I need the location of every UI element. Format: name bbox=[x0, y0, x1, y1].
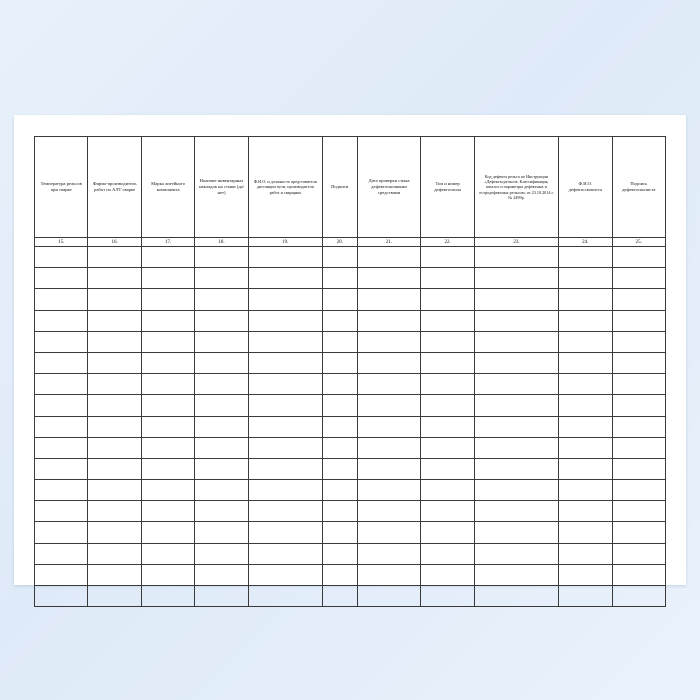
table-cell[interactable] bbox=[88, 564, 141, 585]
table-cell[interactable] bbox=[474, 458, 558, 479]
table-cell[interactable] bbox=[248, 289, 322, 310]
table-cell[interactable] bbox=[195, 437, 248, 458]
table-cell[interactable] bbox=[559, 564, 612, 585]
table-cell[interactable] bbox=[35, 564, 88, 585]
column-number-cell: 24. bbox=[559, 238, 612, 247]
table-cell[interactable] bbox=[559, 331, 612, 352]
table-cell[interactable] bbox=[421, 437, 474, 458]
table-cell[interactable] bbox=[35, 310, 88, 331]
table-cell[interactable] bbox=[421, 374, 474, 395]
column-header-signatures bbox=[322, 137, 357, 238]
table-cell[interactable] bbox=[88, 416, 141, 437]
table-cell[interactable] bbox=[474, 310, 558, 331]
table-cell[interactable] bbox=[322, 268, 357, 289]
table-cell[interactable] bbox=[248, 586, 322, 607]
table-cell[interactable] bbox=[35, 331, 88, 352]
column-header-flaw-detector-type bbox=[421, 137, 474, 238]
table-cell[interactable] bbox=[559, 352, 612, 373]
table-cell[interactable] bbox=[141, 310, 194, 331]
table-cell[interactable] bbox=[141, 564, 194, 585]
table-cell[interactable] bbox=[421, 416, 474, 437]
table-cell[interactable] bbox=[612, 458, 665, 479]
table-row bbox=[35, 543, 666, 564]
table-cell[interactable] bbox=[322, 289, 357, 310]
column-header-label: Код дефекта рельса по Инструкции «Дефекты рельсов. Классификация, каталог и параметры дефектных и остродефектных рельсов» от 23.10.2014 г. № 2499р. bbox=[479, 174, 554, 200]
table-cell[interactable] bbox=[88, 458, 141, 479]
table-cell[interactable] bbox=[357, 331, 421, 352]
column-header-label: Тип и номер дефектоскопа bbox=[434, 181, 461, 192]
table-cell[interactable] bbox=[248, 310, 322, 331]
table-cell[interactable] bbox=[421, 352, 474, 373]
table-cell[interactable] bbox=[322, 374, 357, 395]
table-row bbox=[35, 289, 666, 310]
table-cell[interactable] bbox=[612, 543, 665, 564]
table-cell[interactable] bbox=[357, 395, 421, 416]
table-cell[interactable] bbox=[248, 416, 322, 437]
table-cell[interactable] bbox=[612, 395, 665, 416]
table-cell[interactable] bbox=[248, 331, 322, 352]
table-cell[interactable] bbox=[612, 480, 665, 501]
table-cell[interactable] bbox=[35, 247, 88, 268]
table-row bbox=[35, 458, 666, 479]
table-cell[interactable] bbox=[357, 247, 421, 268]
table-cell[interactable] bbox=[421, 268, 474, 289]
table-cell[interactable] bbox=[141, 480, 194, 501]
table-cell[interactable] bbox=[195, 247, 248, 268]
table-cell[interactable] bbox=[35, 395, 88, 416]
table-cell[interactable] bbox=[357, 352, 421, 373]
table-cell[interactable] bbox=[357, 310, 421, 331]
table-cell[interactable] bbox=[141, 543, 194, 564]
table-cell[interactable] bbox=[248, 543, 322, 564]
table-cell[interactable] bbox=[248, 268, 322, 289]
table-cell[interactable] bbox=[612, 331, 665, 352]
table-cell[interactable] bbox=[88, 247, 141, 268]
table-cell[interactable] bbox=[322, 522, 357, 543]
table-cell[interactable] bbox=[322, 331, 357, 352]
table-cell[interactable] bbox=[612, 522, 665, 543]
table-cell[interactable] bbox=[88, 331, 141, 352]
table-cell[interactable] bbox=[474, 437, 558, 458]
table-cell[interactable] bbox=[357, 416, 421, 437]
table-cell[interactable] bbox=[141, 268, 194, 289]
table-cell[interactable] bbox=[474, 480, 558, 501]
column-number-cell: 21. bbox=[357, 238, 421, 247]
table-cell[interactable] bbox=[35, 352, 88, 373]
table-cell[interactable] bbox=[35, 501, 88, 522]
table-row bbox=[35, 416, 666, 437]
table-column-number-row bbox=[35, 238, 666, 247]
column-header-label: Фирма-производитель работ по АЛТ сварке bbox=[92, 181, 137, 192]
table-cell[interactable] bbox=[195, 310, 248, 331]
table-cell[interactable] bbox=[612, 268, 665, 289]
table-cell[interactable] bbox=[612, 501, 665, 522]
table-cell[interactable] bbox=[88, 268, 141, 289]
column-header-label: Ф.И.О. дефектоскописта bbox=[568, 181, 602, 192]
table-cell[interactable] bbox=[559, 522, 612, 543]
table-cell[interactable] bbox=[612, 289, 665, 310]
column-number-cell: 17. bbox=[141, 238, 194, 247]
column-header-temperature bbox=[35, 137, 88, 238]
table-cell[interactable] bbox=[322, 564, 357, 585]
table-row bbox=[35, 268, 666, 289]
table-cell[interactable] bbox=[421, 543, 474, 564]
table-cell[interactable] bbox=[248, 395, 322, 416]
table-cell[interactable] bbox=[474, 395, 558, 416]
table-cell[interactable] bbox=[88, 543, 141, 564]
table-cell[interactable] bbox=[474, 247, 558, 268]
table-cell[interactable] bbox=[559, 416, 612, 437]
table-cell[interactable] bbox=[612, 564, 665, 585]
table-cell[interactable] bbox=[195, 480, 248, 501]
table-cell[interactable] bbox=[357, 374, 421, 395]
table-cell[interactable] bbox=[88, 522, 141, 543]
table-cell[interactable] bbox=[195, 395, 248, 416]
table-cell[interactable] bbox=[248, 374, 322, 395]
table-row bbox=[35, 374, 666, 395]
table-cell[interactable] bbox=[421, 586, 474, 607]
table-cell[interactable] bbox=[322, 247, 357, 268]
table-cell[interactable] bbox=[559, 437, 612, 458]
table-row bbox=[35, 522, 666, 543]
table-cell[interactable] bbox=[357, 437, 421, 458]
table-cell[interactable] bbox=[322, 352, 357, 373]
table-cell[interactable] bbox=[421, 247, 474, 268]
table-cell[interactable] bbox=[141, 458, 194, 479]
table-cell[interactable] bbox=[88, 310, 141, 331]
table-cell[interactable] bbox=[421, 522, 474, 543]
table-cell[interactable] bbox=[559, 543, 612, 564]
table-cell[interactable] bbox=[35, 522, 88, 543]
table-cell[interactable] bbox=[474, 501, 558, 522]
table-cell[interactable] bbox=[35, 480, 88, 501]
table-cell[interactable] bbox=[474, 289, 558, 310]
column-number-cell: 20. bbox=[322, 238, 357, 247]
table-cell[interactable] bbox=[421, 331, 474, 352]
table-cell[interactable] bbox=[559, 310, 612, 331]
column-number-cell: 25. bbox=[612, 238, 665, 247]
column-number-cell: 22. bbox=[421, 238, 474, 247]
table-cell[interactable] bbox=[88, 586, 141, 607]
column-header-inventory-plates bbox=[195, 137, 248, 238]
table-cell[interactable] bbox=[141, 331, 194, 352]
table-cell[interactable] bbox=[195, 458, 248, 479]
table-cell[interactable] bbox=[474, 586, 558, 607]
table-cell[interactable] bbox=[35, 437, 88, 458]
table-cell[interactable] bbox=[35, 374, 88, 395]
table-cell[interactable] bbox=[141, 352, 194, 373]
column-header-names-positions bbox=[248, 137, 322, 238]
table-cell[interactable] bbox=[357, 289, 421, 310]
table-cell[interactable] bbox=[559, 586, 612, 607]
table-cell[interactable] bbox=[474, 416, 558, 437]
table-cell[interactable] bbox=[421, 564, 474, 585]
table-cell[interactable] bbox=[195, 416, 248, 437]
table-cell[interactable] bbox=[357, 458, 421, 479]
table-cell[interactable] bbox=[421, 289, 474, 310]
column-number-cell: 16. bbox=[88, 238, 141, 247]
column-header-firm bbox=[88, 137, 141, 238]
table-cell[interactable] bbox=[322, 501, 357, 522]
column-number-cell: 18. bbox=[195, 238, 248, 247]
column-header-defect-code bbox=[474, 137, 558, 238]
table-cell[interactable] bbox=[248, 501, 322, 522]
table-row bbox=[35, 437, 666, 458]
table-cell[interactable] bbox=[612, 416, 665, 437]
table-cell[interactable] bbox=[141, 395, 194, 416]
table-cell[interactable] bbox=[612, 437, 665, 458]
table-cell[interactable] bbox=[559, 247, 612, 268]
table-cell[interactable] bbox=[559, 395, 612, 416]
table-cell[interactable] bbox=[612, 374, 665, 395]
table-cell[interactable] bbox=[35, 289, 88, 310]
table-row bbox=[35, 352, 666, 373]
table-cell[interactable] bbox=[195, 501, 248, 522]
table-cell[interactable] bbox=[248, 458, 322, 479]
table-cell[interactable] bbox=[357, 480, 421, 501]
column-header-label: Температура рельсов при сварке bbox=[40, 181, 82, 192]
table-cell[interactable] bbox=[141, 289, 194, 310]
table-row bbox=[35, 586, 666, 607]
table-cell[interactable] bbox=[474, 543, 558, 564]
table-cell[interactable] bbox=[88, 480, 141, 501]
table-cell[interactable] bbox=[559, 458, 612, 479]
table-header-row bbox=[35, 137, 666, 238]
table-cell[interactable] bbox=[195, 374, 248, 395]
register-table bbox=[34, 136, 666, 607]
table-cell[interactable] bbox=[195, 564, 248, 585]
table-cell[interactable] bbox=[322, 310, 357, 331]
document-page bbox=[14, 115, 686, 585]
table-cell[interactable] bbox=[248, 437, 322, 458]
table-cell[interactable] bbox=[357, 564, 421, 585]
table-cell[interactable] bbox=[612, 352, 665, 373]
column-header-label: Марка литейного компонента bbox=[151, 181, 186, 192]
table-cell[interactable] bbox=[195, 522, 248, 543]
table-row bbox=[35, 247, 666, 268]
table-cell[interactable] bbox=[88, 374, 141, 395]
table-cell[interactable] bbox=[322, 543, 357, 564]
table-cell[interactable] bbox=[195, 289, 248, 310]
table-cell[interactable] bbox=[248, 247, 322, 268]
table-cell[interactable] bbox=[612, 310, 665, 331]
table-cell[interactable] bbox=[35, 416, 88, 437]
table-cell[interactable] bbox=[357, 522, 421, 543]
table-cell[interactable] bbox=[35, 268, 88, 289]
table-row bbox=[35, 564, 666, 585]
table-cell[interactable] bbox=[421, 458, 474, 479]
table-cell[interactable] bbox=[195, 268, 248, 289]
column-header-label: Подписи bbox=[331, 184, 349, 190]
table-cell[interactable] bbox=[248, 352, 322, 373]
table-cell[interactable] bbox=[248, 564, 322, 585]
table-cell[interactable] bbox=[322, 395, 357, 416]
column-header-label: Наличие инвентарных накладок на стыки (да/нет) bbox=[199, 178, 244, 195]
table-cell[interactable] bbox=[322, 458, 357, 479]
table-cell[interactable] bbox=[474, 331, 558, 352]
table-cell[interactable] bbox=[88, 395, 141, 416]
table-cell[interactable] bbox=[421, 395, 474, 416]
table-cell[interactable] bbox=[322, 586, 357, 607]
table-row bbox=[35, 501, 666, 522]
table-cell[interactable] bbox=[322, 437, 357, 458]
table-cell[interactable] bbox=[474, 522, 558, 543]
table-cell[interactable] bbox=[195, 586, 248, 607]
table-cell[interactable] bbox=[322, 416, 357, 437]
table-cell[interactable] bbox=[322, 480, 357, 501]
table-cell[interactable] bbox=[559, 268, 612, 289]
column-number-cell: 23. bbox=[474, 238, 558, 247]
table-cell[interactable] bbox=[35, 543, 88, 564]
column-header-label: Подпись дефектоскописта bbox=[622, 181, 656, 192]
table-cell[interactable] bbox=[248, 522, 322, 543]
table-cell[interactable] bbox=[88, 437, 141, 458]
table-row bbox=[35, 310, 666, 331]
column-number-cell: 15. bbox=[35, 238, 88, 247]
table-cell[interactable] bbox=[141, 437, 194, 458]
table-cell[interactable] bbox=[474, 268, 558, 289]
table-cell[interactable] bbox=[195, 352, 248, 373]
column-header-label: Ф.И.О. и должность представителя дистанции пути, производителя работ и сварщика bbox=[253, 179, 317, 195]
table-cell[interactable] bbox=[141, 416, 194, 437]
table-cell[interactable] bbox=[474, 374, 558, 395]
table-cell[interactable] bbox=[421, 501, 474, 522]
table-cell[interactable] bbox=[357, 268, 421, 289]
table-cell[interactable] bbox=[88, 501, 141, 522]
table-cell[interactable] bbox=[141, 586, 194, 607]
table-cell[interactable] bbox=[357, 501, 421, 522]
table-cell[interactable] bbox=[141, 522, 194, 543]
table-cell[interactable] bbox=[35, 586, 88, 607]
table-cell[interactable] bbox=[421, 310, 474, 331]
table-cell[interactable] bbox=[559, 480, 612, 501]
table-cell[interactable] bbox=[559, 501, 612, 522]
table-cell[interactable] bbox=[141, 501, 194, 522]
table-cell[interactable] bbox=[612, 586, 665, 607]
column-header-operator-signature bbox=[612, 137, 665, 238]
table-header bbox=[35, 137, 666, 247]
table-row bbox=[35, 395, 666, 416]
table-cell[interactable] bbox=[357, 586, 421, 607]
table-cell[interactable] bbox=[35, 458, 88, 479]
table-cell[interactable] bbox=[421, 480, 474, 501]
table-cell[interactable] bbox=[474, 564, 558, 585]
table-cell[interactable] bbox=[195, 543, 248, 564]
column-header-check-date bbox=[357, 137, 421, 238]
table-row bbox=[35, 331, 666, 352]
table-cell[interactable] bbox=[141, 374, 194, 395]
table-cell[interactable] bbox=[474, 352, 558, 373]
table-cell[interactable] bbox=[559, 289, 612, 310]
column-header-label: Дата проверки стыка дефектоскопными средствами bbox=[368, 178, 410, 195]
table-cell[interactable] bbox=[559, 374, 612, 395]
column-header-operator-name bbox=[559, 137, 612, 238]
table-cell[interactable] bbox=[357, 543, 421, 564]
column-number-cell: 19. bbox=[248, 238, 322, 247]
table-cell[interactable] bbox=[88, 352, 141, 373]
table-body bbox=[35, 247, 666, 607]
table-row bbox=[35, 480, 666, 501]
table-cell[interactable] bbox=[612, 247, 665, 268]
table-cell[interactable] bbox=[88, 289, 141, 310]
table-cell[interactable] bbox=[248, 480, 322, 501]
table-cell[interactable] bbox=[141, 247, 194, 268]
column-header-casting-brand bbox=[141, 137, 194, 238]
table-cell[interactable] bbox=[195, 331, 248, 352]
